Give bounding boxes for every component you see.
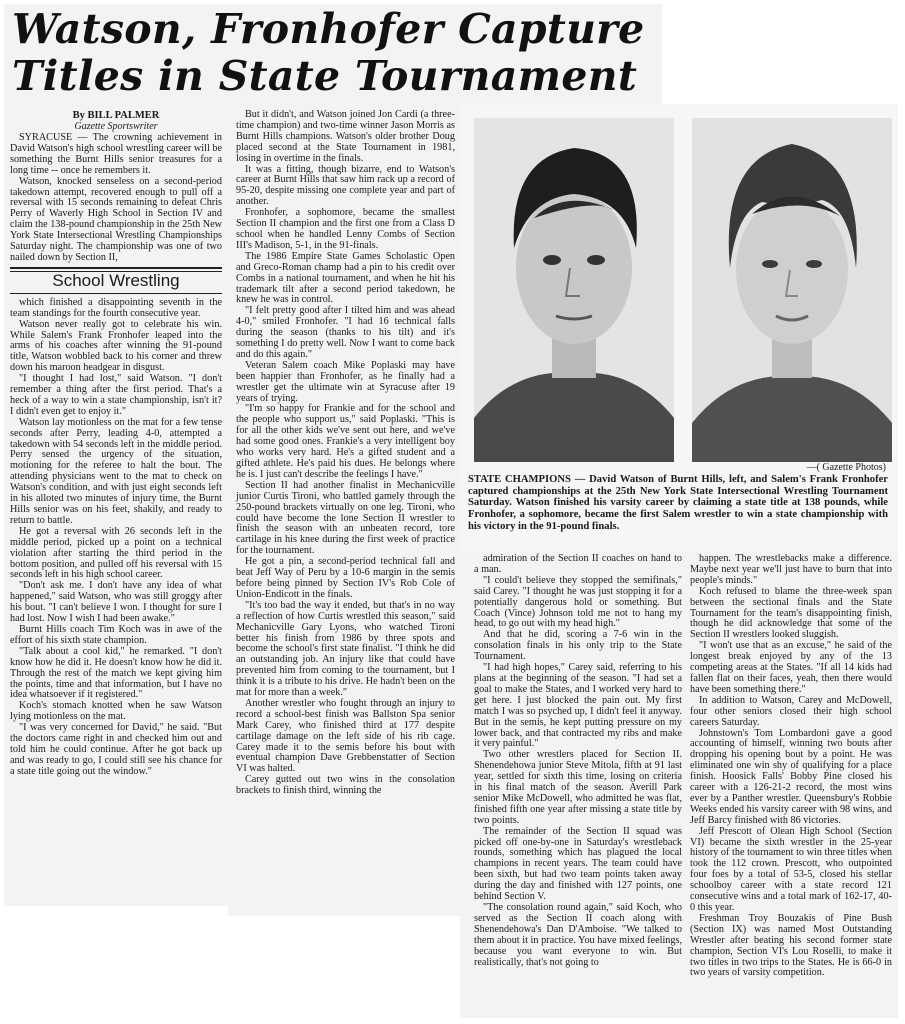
paragraph: Johnstown's Tom Lombardoni gave a good accounting of himself, winning two bouts after dropping his opening bout by a point. He was eliminated one win shy of qualifying for a place finish. Hoosick Falls' Bobby Pine closed his career with a 126-21-2 record, the most wins ever by a Panther wrestler. Queensbury's Robbie Weeks ended his varsity career with 98 wins, and Jeff Barcy finished with 86 victories.: [690, 727, 892, 826]
paragraph: In addition to Watson, Carey and McDowell, four other seniors closed their high school careers Saturday.: [690, 694, 892, 728]
paragraph: which finished a disappointing seventh in the team standings for the fourth consecutive year.: [10, 296, 222, 319]
article-column-1: [4, 104, 228, 906]
paragraph: The 1986 Empire State Games Scholastic Open and Greco-Roman champ had a pin to his credit over Combs in a national tournament, and when he hit his trademark tilt after a second period takedown, he knew he was in control.: [236, 250, 455, 306]
photo-caption: [468, 474, 888, 533]
paragraph: But it didn't, and Watson joined Jon Cardi (a three-time champion) and two-time winner Jason Morris as Burnt Hills champions. Watson's older brother Doug placed second at the State Tournament in 1981, losing in overtime in the finals.: [236, 109, 455, 164]
paragraph: Veteran Salem coach Mike Poplaski may have been happier than Fronhofer, as he finally had a wrestler get the ultimate win at Syracuse after 19 years of trying.: [236, 359, 455, 404]
paragraph: SYRACUSE — The crowning achievement in David Watson's high school wrestling career will be something the Burnt Hills senior treasures for a long time -- once he remembers it.: [10, 132, 222, 176]
paragraph: Fronhofer, a sophomore, became the smallest Section II champion and the first one from a Class D school when he handled Lenny Combs of Section III's Madison, 5-1, in the 91-finals.: [236, 207, 455, 251]
article-column-4: [686, 552, 898, 1018]
article-column-2: [228, 104, 460, 916]
col1-bottom-text: [10, 298, 222, 778]
headline-line-1: Watson, Fronhofer Capture: [12, 5, 645, 53]
paragraph: Section II had another finalist in Mechanicville junior Curtis Tironi, who battled gamely through the 250-pound brackets virtually on one leg. Tironi, who could have become the lone Section II wrestler to finish the season with an unbeaten record, tore cartilage in his knee during the first week of practice for the tournament.: [236, 479, 455, 557]
paragraph: "I won't use that as an excuse," he said of the longest break enjoyed by any of the 13 competing areas at the States. "If all 14 kids had fallen flat on their faces, yeah, then there would have been something there.": [690, 640, 892, 695]
paragraph: "It's too bad the way it ended, but that's in no way a reflection of how Curtis wrestled this season," said Mechanicville Gary Lyons, who watched Tironi better his finish from 1986 by three spots and become the school's first state finalist. "I think he did an outstanding job. An injury like that could have prevented him from coming to the tournament, but I think it is a tribute to his drive. He hadn't been on the mat for more than a week.": [236, 599, 455, 699]
photo-watson: [474, 118, 674, 462]
photo-credit: —( Gazette Photos): [806, 462, 886, 473]
paragraph: "Don't ask me. I don't have any idea of what happened," said Watson, who was still groggy after his bout. "I can't believe I won. I thought for sure I had lost. Now I wish I had been awake.": [10, 580, 222, 625]
paragraph: "I'm so happy for Frankie and for the school and the people who support us," said Poplaski. "This is for all the other kids we've sent out here, and we've had some good ones. Frankie's a very intelligent boy who works very hard. He's a gifted student and a gifted athlete. He's paid his dues. He belongs where he is. I just can't describe the feelings I have.": [236, 403, 455, 480]
headline-block: [4, 4, 662, 104]
paragraph: Another wrestler who fought through an injury to record a school-best finish was Ballston Spa senior Mark Carey, who finished third at 177 despite cartilage damage on the left side of his rib cage. Carey made it to the semis before his bout with eventual champion Dave Grebbenstatter of Section VI was halted.: [236, 697, 455, 775]
headline-line-2: Titles in State Tournament: [12, 52, 638, 100]
section-label: School Wrestling: [10, 271, 222, 294]
divider: [10, 267, 222, 269]
paragraph: Watson never really got to celebrate his win. While Salem's Frank Fronhofer leaped into the arms of his coaches after winning the 91-pound title, Watson wobbled back to his corner and threw down his maroon headgear in disgust.: [10, 318, 222, 374]
paragraph: Koch refused to blame the three-week span between the sectional finals and the State Tournament for the team's disappointing finish, though he did acknowledge that some of the Section II wrestlers looked sluggish.: [690, 585, 892, 641]
paragraph: Koch's stomach knotted when he saw Watson lying motionless on the mat.: [10, 700, 222, 723]
paragraph: "I had high hopes," Carey said, referring to his plans at the beginning of the season. "I had set a goal to make the States, and I worked very hard to get here. I just blocked the pain out. My first match I was so psyched up, I didn't feel it anyway. But in the semis, he kept putting pressure on my lower back, and that contracted my ribs and make it very painful.": [474, 662, 682, 750]
paragraph: And that he did, scoring a 7-6 win in the consolation finals in his only trip to the State Tournament.: [474, 629, 682, 663]
paragraph: Watson lay motionless on the mat for a few tense seconds after Perry, leading 4-0, attempted a takedown with 54 seconds left in the middle period. Perry sensed the urgency of the situation, motioning for the referee to halt the bout. The attending physicians went to the mat to check on Watson's condition, and with just eight seconds left in his alloted two minutes of injury time, the Burnt Hills senior was on his feet, shakily, and ready to return to battle.: [10, 416, 222, 526]
paragraph: Freshman Troy Bouzakis of Pine Bush (Section IX) was named Most Outstanding Wrestler after beating his second former state champion, Section VI's Lou Roselli, to make it two titles in two trips to the States. He is 66-0 in two years of varsity competition.: [690, 912, 892, 979]
paragraph: It was a fitting, though bizarre, end to Watson's career at Burnt Hills that saw him rack up a record of 95-20, despite missing one complete year and part of another.: [236, 163, 455, 208]
photo-panel: [460, 104, 898, 552]
paragraph: Burnt Hills coach Tim Koch was in awe of the effort of his sixth state champion.: [10, 623, 222, 646]
paragraph: Jeff Prescott of Olean High School (Section VI) became the sixth wrestler in the 25-year history of the tournament to win three titles when took the 112 crown. Prescott, who outpointed four foes by a total of 53-5, closed his stellar schoolboy career with a state record 121 consecutive wins and a total mark of 162-17, 40-0 this year.: [690, 825, 892, 913]
article-column-3: [460, 552, 686, 1018]
headline: [12, 6, 654, 100]
col1-top-text: [10, 133, 222, 264]
portrait-right-image: [692, 118, 892, 462]
portrait-left-image: [474, 118, 674, 462]
paragraph: "I felt pretty good after I tilted him and was ahead 4-0," smiled Fronhofer. "I had 16 technical falls during the season (thanks to his tilt) and it's something I do pretty well. Now I want to come back and do this again.": [236, 305, 455, 360]
paragraph: Carey gutted out two wins in the consolation brackets to finish third, winning the: [236, 774, 455, 797]
paragraph: "The consolation round again," said Koch, who served as the Section II coach along with Shenendehowa's Dan D'Amboise. "We talked to them about it in practice. You have mixed feelings, because you want everyone to win. But realistically, that's not going to: [474, 902, 682, 968]
paragraph: Two other wrestlers placed for Section II. Shenendehowa junior Steve Mitola, fifth at 91 last year, settled for sixth this time, losing on criteria in his final match of the season. Averill Park senior Mike McDowell, who admitted he was flat, finished fifth one year after missing a state title by two points.: [474, 749, 682, 826]
paragraph: happen. The wrestlebacks make a difference. Maybe next year we'll just have to burn that into people's minds.": [690, 553, 892, 586]
paragraph: He got a pin, a second-period technical fall and beat Jeff Way of Peru by a 10-6 margin in the semis before being pinned by Section IV's Rob Cole of Union-Endicott in the finals.: [236, 556, 455, 600]
paragraph: He got a reversal with 26 seconds left in the middle period, picked up a point on a technical violation after starting the third period in the bottom position, and pulled off his reversal with 15 seconds left in his high school career.: [10, 525, 222, 581]
paragraph: "Talk about a cool kid," he remarked. "I don't know how he did it. He doesn't know how he did it. Through the rest of the match we kept giving him the points, time and that information, but I have no idea whatsoever if it registered.": [10, 645, 222, 701]
byline-role: Gazette Sportswriter: [74, 121, 158, 132]
caption-lead: STATE CHAMPIONS —: [468, 474, 590, 485]
paragraph: "I thought I had lost," said Watson. "I don't remember a thing after the first period. That's a heck of a way to win a state championship, isn't it? I didn't even get to enjoy it.": [10, 373, 222, 417]
caption-body: David Watson of Burnt Hills, left, and Salem's Frank Fronhofer captured championships at the 25th New York State Intersectional Wrestling Tournament Saturday. Watson finished his varsity career by claiming a state title at 138 pounds, while Fronhofer, a sophomore, became the first Salem wrestler to win a state championship with his victory in the 91-pound finals.: [468, 474, 888, 532]
paragraph: The remainder of the Section II squad was picked off one-by-one in Saturday's wrestleback rounds, something which has plagued the local champions in recent years. The team could have been sixth, but had two team points taken away during the day and finished with 127 points, one behind Section V.: [474, 825, 682, 903]
paragraph: admiration of the Section II coaches on hand to a man.: [474, 553, 682, 575]
paragraph: "I could't believe they stopped the semifinals," said Carey. "I thought he was just stopping it for a potentially dangerous hold or something. But Coach (Vince) Johnson told me not to hang my head, to go out with my head high.": [474, 574, 682, 630]
photo-fronhofer: [692, 118, 892, 462]
paragraph: "I was very concerned for David," he said. "But the doctors came right in and checked him out and told him he could continue. After he got back up and was ready to go, I could still see his chance for a state title going out the window.": [10, 722, 222, 777]
paragraph: Watson, knocked senseless on a second-period takedown attempt, recovered enough to pull off a reversal with 15 seconds remaining to defeat Chris Perry of Waverly High School in Section IV and claim the 138-pound championship in the 25th New York State Intersectional Wrestling Championships Saturday night. The championship was one of two nailed down by Section II,: [10, 175, 222, 263]
byline-author: By BILL PALMER: [72, 110, 160, 121]
